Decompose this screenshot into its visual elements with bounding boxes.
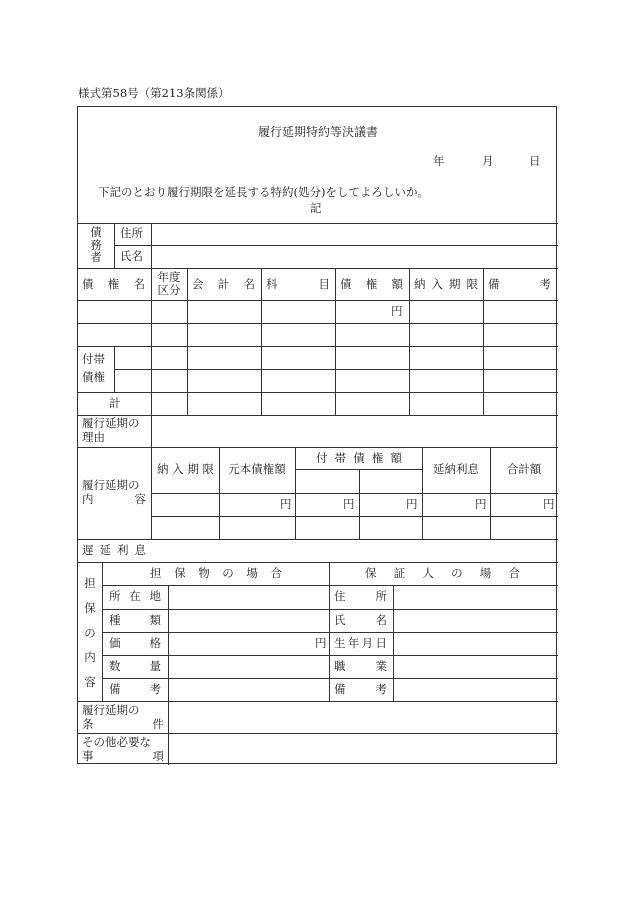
collateral-location-label: 所在地	[109, 589, 161, 603]
line	[78, 268, 558, 269]
extension-conditions-label: 履行延期の 条件	[82, 703, 164, 731]
principal-amount-header: 元本債権額	[228, 462, 286, 476]
line	[335, 268, 336, 415]
guarantor-name-label: 氏名	[334, 613, 387, 627]
total-amount-header: 合計額	[506, 462, 542, 476]
document-title: 履行延期特約等決議書	[257, 125, 378, 139]
line	[78, 223, 558, 224]
line	[409, 268, 410, 415]
debtor-address-label: 住所	[120, 226, 143, 240]
line	[78, 562, 558, 563]
line	[219, 447, 220, 539]
guarantor-birthdate-label: 生年月日	[334, 636, 387, 650]
line	[102, 632, 558, 633]
line	[78, 701, 558, 702]
line	[114, 346, 115, 392]
line	[102, 562, 103, 701]
debtor-name-field[interactable]	[156, 248, 556, 266]
line	[187, 268, 188, 415]
line	[114, 223, 115, 268]
line	[359, 469, 360, 539]
line	[102, 585, 558, 586]
fiscal-year-header: 年度 区分	[157, 270, 181, 298]
debtor-address-field[interactable]	[156, 225, 556, 243]
claim-name-header: 債権名	[82, 277, 145, 291]
line	[483, 268, 484, 415]
line	[151, 493, 558, 494]
intro-text: 下記のとおり履行期限を延長する特約(処分)をしてよろしいか。	[98, 185, 429, 199]
guarantor-address-label: 住所	[334, 589, 387, 603]
line	[151, 223, 152, 447]
line	[78, 346, 558, 347]
ki-label: 記	[310, 201, 322, 215]
incidental-claims-label: 付帯 債権	[82, 352, 105, 384]
line	[78, 539, 558, 540]
security-label: 担 保 の 内 容	[84, 576, 96, 690]
line	[393, 585, 394, 701]
line	[78, 447, 558, 448]
line	[295, 447, 296, 539]
line	[78, 392, 558, 393]
resolution-form	[77, 106, 557, 764]
line	[422, 447, 423, 539]
line	[114, 369, 558, 370]
yen-unit: 円	[391, 304, 403, 318]
due-date-header: 納入期限	[414, 277, 478, 291]
claim-amount-header: 債権額	[340, 277, 403, 291]
item-header: 科 目	[266, 277, 330, 291]
line	[78, 733, 558, 734]
debtor-label: 債 務 者	[90, 225, 102, 265]
line	[490, 447, 491, 539]
debtor-name-label: 氏名	[120, 249, 143, 263]
guarantor-occupation-label: 職業	[334, 659, 387, 673]
line	[102, 678, 558, 679]
collateral-price-label: 価格	[109, 636, 161, 650]
yen-unit: 円	[406, 497, 418, 511]
extension-reason-label: 履行延期の 理由	[82, 416, 140, 444]
line	[329, 562, 330, 701]
line	[78, 415, 558, 416]
account-name-header: 会計名	[192, 277, 255, 291]
collateral-remarks-label: 備考	[109, 682, 161, 696]
yen-unit: 円	[475, 497, 487, 511]
guarantor-header: 保証人の場合	[365, 566, 520, 580]
ext-due-date-header: 納入期限	[157, 462, 214, 476]
line	[102, 655, 558, 656]
line	[102, 609, 558, 610]
line	[151, 516, 558, 517]
delay-interest-label: 遅延利息	[82, 543, 146, 557]
line	[78, 300, 558, 301]
total-label: 計	[109, 396, 121, 410]
remarks-header: 備考	[488, 277, 551, 291]
yen-unit: 円	[315, 636, 327, 650]
guarantor-remarks-label: 備考	[334, 682, 387, 696]
line	[78, 323, 558, 324]
line	[114, 245, 558, 246]
extension-content-label: 履行延期の 内容	[82, 478, 146, 506]
collateral-quantity-label: 数量	[109, 659, 161, 673]
collateral-type-label: 種類	[109, 613, 161, 627]
other-matters-label: その他必要な 事項	[82, 735, 164, 763]
line	[168, 585, 169, 701]
form-number-label: 様式第58号（第213条関係）	[78, 86, 230, 100]
yen-unit: 円	[280, 497, 292, 511]
line	[168, 701, 169, 765]
date-month-label: 月	[482, 154, 494, 168]
yen-unit: 円	[343, 497, 355, 511]
yen-unit: 円	[543, 497, 555, 511]
collateral-header: 担保物の場合	[150, 566, 282, 580]
late-interest-header: 延納利息	[433, 462, 479, 476]
line	[261, 268, 262, 415]
line	[151, 447, 152, 539]
date-day-label: 日	[529, 154, 541, 168]
date-year-label: 年	[433, 154, 445, 168]
incidental-amount-header: 付帯債権額	[316, 451, 402, 465]
